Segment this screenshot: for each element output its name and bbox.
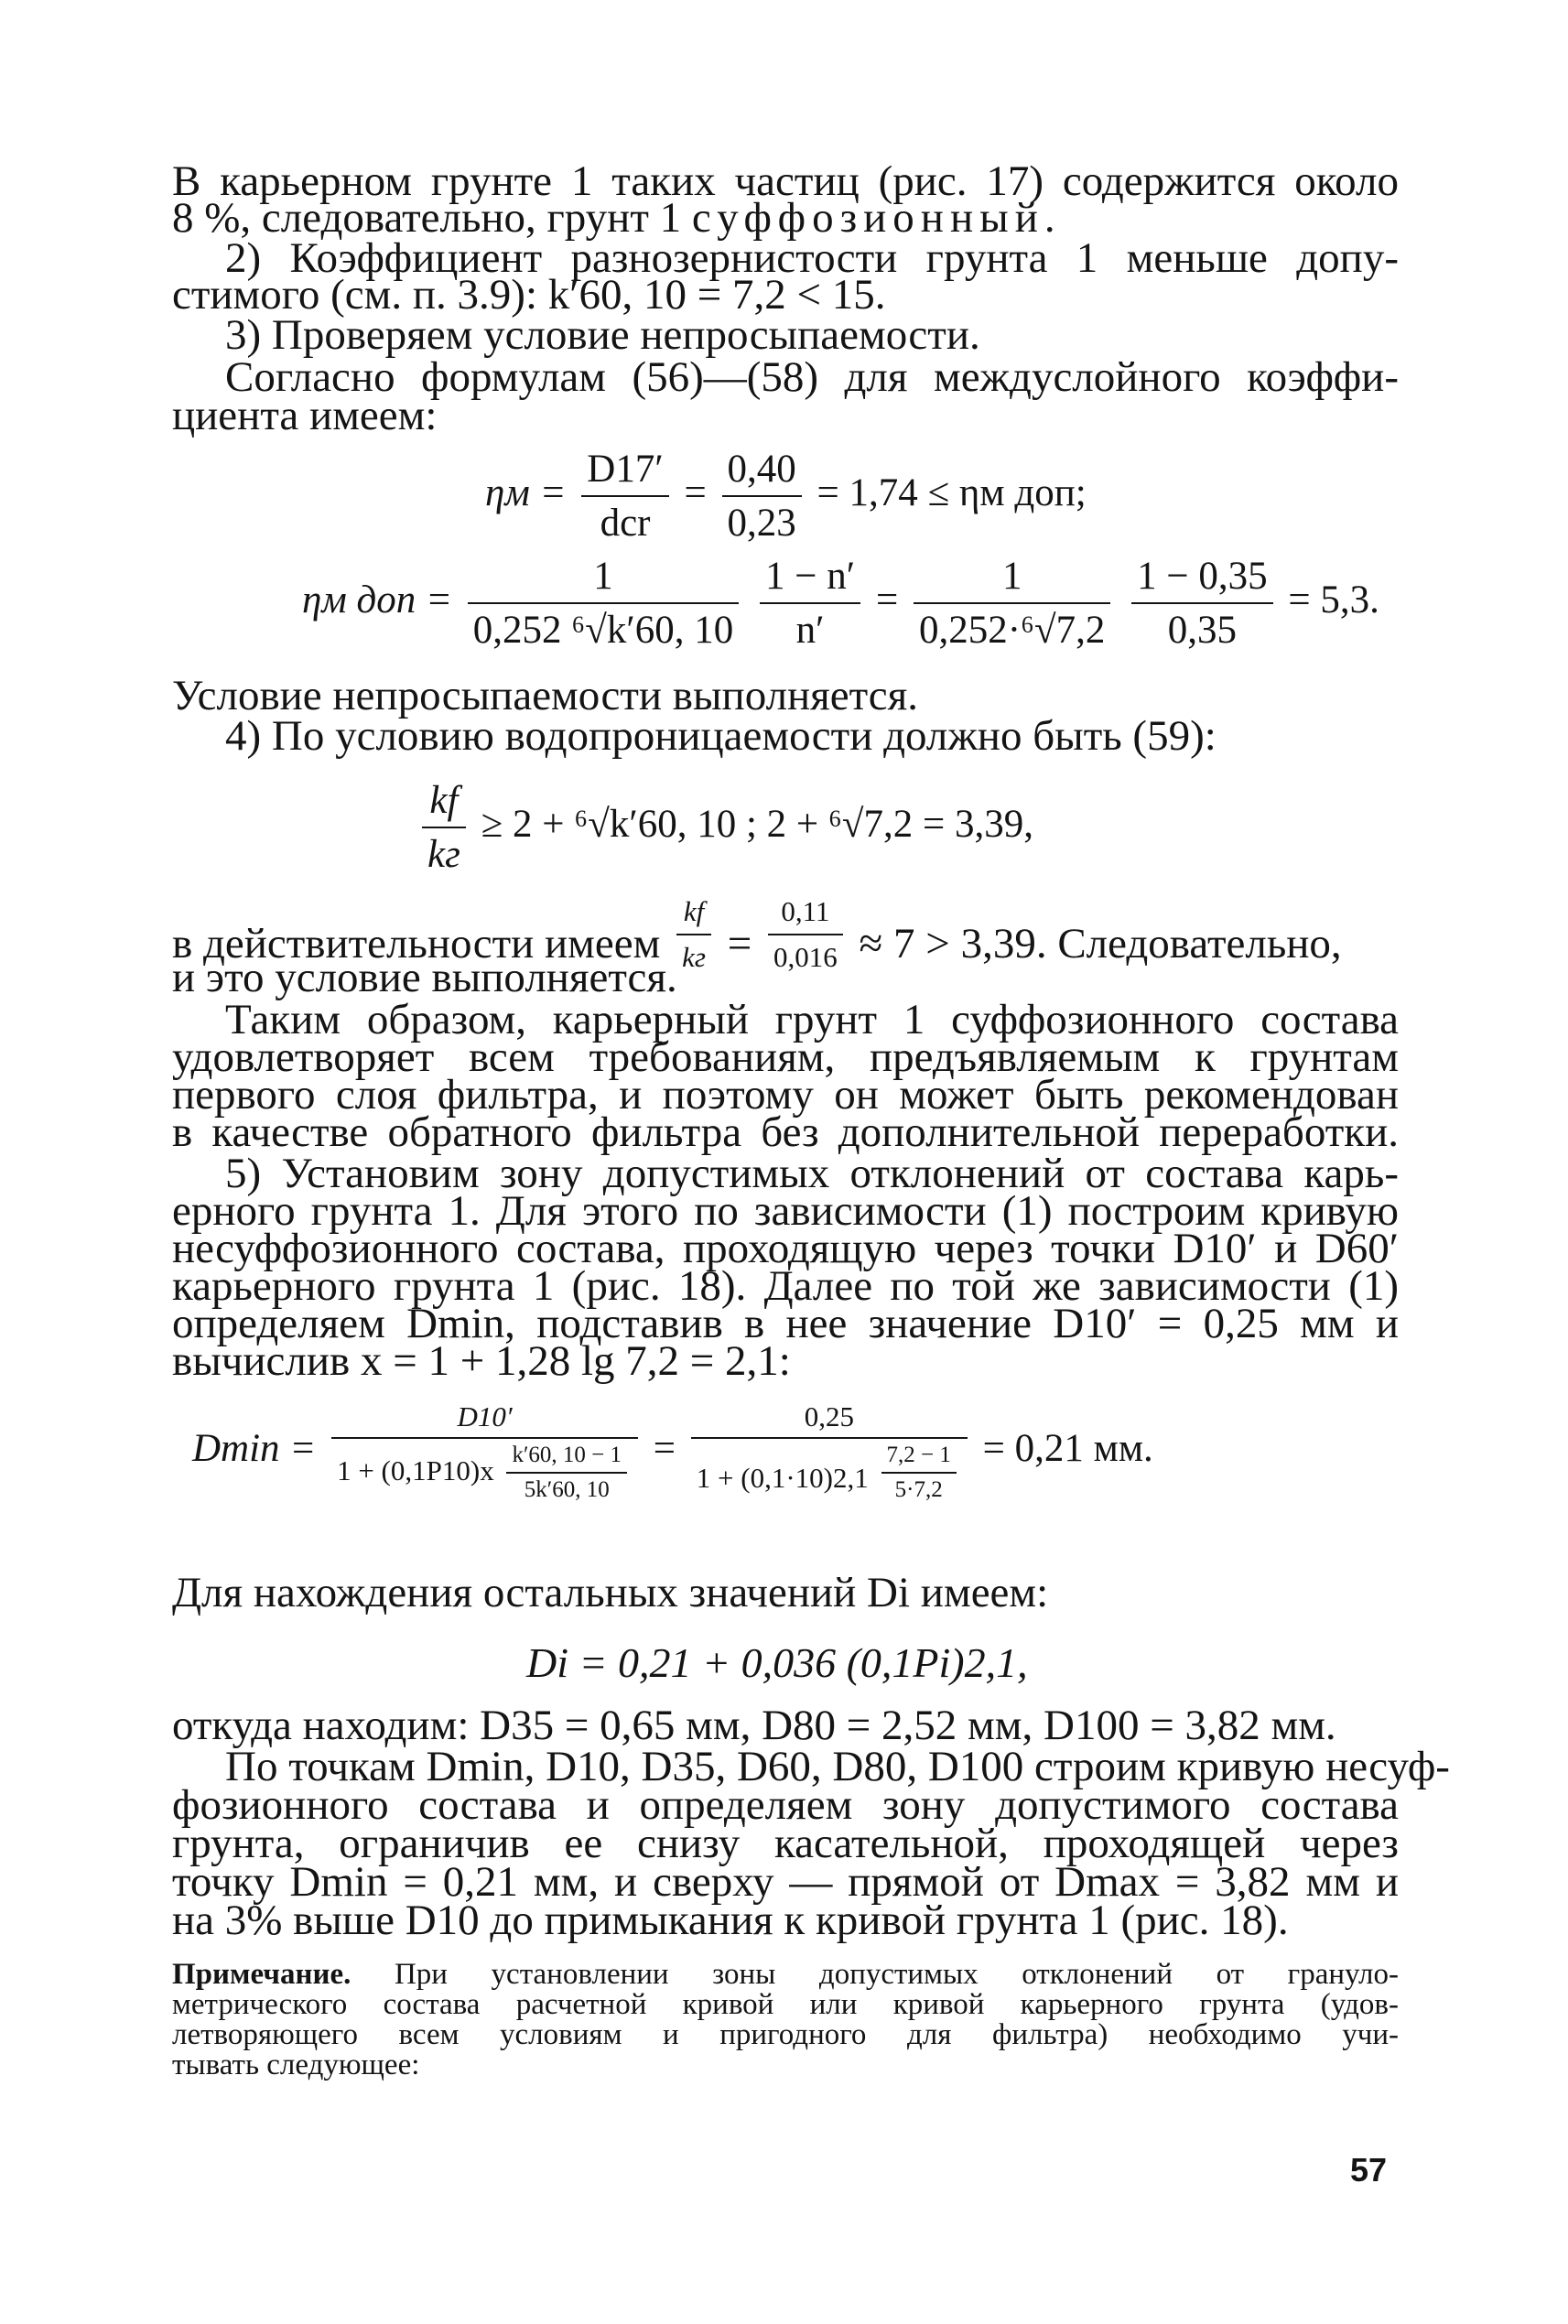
- note-label: Примечание.: [172, 1958, 351, 1991]
- note-line: тывать следующее:: [172, 2048, 420, 2081]
- text-line: 8 %, следовательно, грунт 1 суффозионный.: [172, 194, 1062, 242]
- text-line: стимого (см. п. 3.9): k′60, 10 = 7,2 < 15.: [172, 271, 886, 319]
- text-line: на 3% выше D10 до примыкания к кривой грунта 1 (рис. 18).: [172, 1897, 1289, 1944]
- equation-dmin: Dmin = D10′ 1 + (0,1P10)x $\frac{k'60, 10 - 1}{5k'60, 10}$ = 0,25 1 + (0,1·10)2,1 $\frac{7,2 - 1}{5\cdot 7,2}$ = 0,21 мм.: [192, 1400, 1153, 1502]
- equation-di: Di = 0,21 + 0,036 (0,1Pi)2,1,: [526, 1639, 1028, 1686]
- text-line: 4) По условию водопроницаемости должно быть (59):: [225, 712, 1217, 760]
- text-line: грунта, ограничив ее снизу касательной, проходящей через: [172, 1820, 1399, 1867]
- text-line: 3) Проверяем условие непросыпаемости.: [225, 311, 980, 359]
- emphasized-word: суффозионный.: [691, 194, 1062, 242]
- text-line: откуда находим: D35 = 0,65 мм, D80 = 2,52 мм, D100 = 3,82 мм.: [172, 1702, 1336, 1749]
- equation-permeability: kf kг ≥ 2 + ⁶√k′60, 10 ; 2 + ⁶√7,2 = 3,39,: [416, 778, 1033, 877]
- text-line-with-fraction: в действительности имеем kf kг = $\frac{0,11}{0,016}$ ≈ 7 > 3,39. Следовательно,: [172, 893, 1399, 976]
- text-line: Условие непросыпаемости выполняется.: [172, 672, 918, 719]
- text-line: Таким образом, карьерный грунт 1 суффозионного состава: [225, 996, 1399, 1043]
- text-line: Согласно формулам (56)—(58) для междуслойного коэффи-: [225, 353, 1399, 401]
- text-line: и это условие выполняется.: [172, 954, 677, 1001]
- text-line: первого слоя фильтра, и поэтому он может быть рекомендован: [172, 1071, 1399, 1119]
- text-line: удовлетворяет всем требованиям, предъявляемым к грунтам: [172, 1033, 1399, 1081]
- text-line: ерного грунта 1. Для этого по зависимости (1) построим кривую: [172, 1187, 1399, 1235]
- text-line: карьерного грунта 1 (рис. 18). Далее по той же зависимости (1): [172, 1262, 1399, 1310]
- page-number: 57: [1350, 2151, 1388, 2189]
- text-line: циента имеем:: [172, 392, 438, 439]
- equation-eta-dop: ηм доп = $\frac{1}{\text{0,252 ⁶√k′60, 10}}$ $\frac{1 - n'}{n'}$ = $\frac{1}{\text{0,252·⁶√7,2}}$ $\frac{1 - 0,35}{0,35}$ = 5,3.: [302, 555, 1379, 652]
- note-line: Примечание. При установлении зоны допустимых отклонений от грануло-: [172, 1958, 1400, 1991]
- note-line: метрического состава расчетной кривой или кривой карьерного грунта (удов-: [172, 1988, 1399, 2021]
- equation-eta-m: ηм = D17′ dcr = $\frac{0,40}{0,23}$ = 1,74 ≤ ηм доп;: [485, 448, 1087, 545]
- text-line: точку Dmin = 0,21 мм, и сверху — прямой от Dmax = 3,82 мм и: [172, 1858, 1399, 1906]
- text-line: вычислив x = 1 + 1,28 lg 7,2 = 2,1:: [172, 1337, 791, 1385]
- note-line: летворяющего всем условиям и пригодного для фильтра) необходимо учи-: [172, 2018, 1399, 2051]
- text-line: определяем Dmin, подставив в нее значение D10′ = 0,25 мм и: [172, 1300, 1399, 1347]
- text-line: 2) Коэффициент разнозернистости грунта 1 меньше допу-: [225, 234, 1399, 282]
- text-line: Для нахождения остальных значений Di имеем:: [172, 1569, 1049, 1616]
- text-line: В карьерном грунте 1 таких частиц (рис. 17) содержится около: [172, 157, 1399, 205]
- text-line: По точкам Dmin, D10, D35, D60, D80, D100 строим кривую несуф-: [225, 1743, 1450, 1790]
- text-line: фозионного состава и определяем зону допустимого состава: [172, 1781, 1399, 1829]
- text-line: несуффозионного состава, проходящую через точки D10′ и D60′: [172, 1225, 1399, 1272]
- text-line: 5) Установим зону допустимых отклонений от состава карь-: [225, 1150, 1399, 1197]
- text-line: в качестве обратного фильтра без дополнительной переработки.: [172, 1108, 1399, 1156]
